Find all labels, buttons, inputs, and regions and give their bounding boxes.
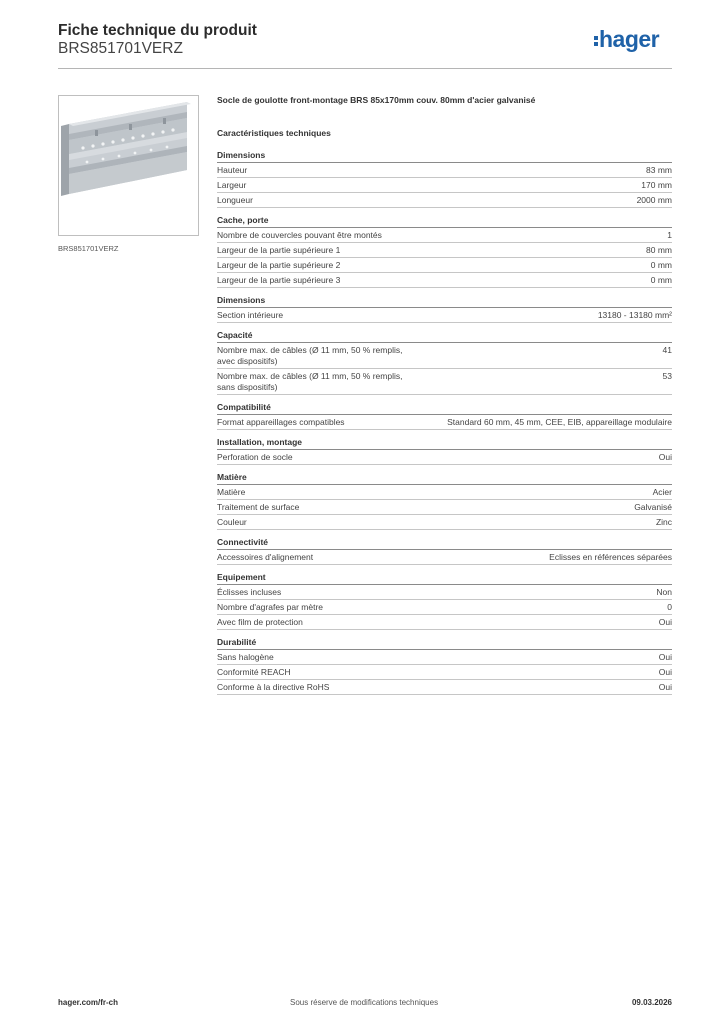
spec-section bbox=[217, 295, 672, 323]
header-divider bbox=[58, 68, 672, 69]
spec-value: Oui bbox=[658, 617, 672, 627]
spec-section bbox=[217, 537, 672, 565]
spec-label: Section intérieure bbox=[217, 310, 284, 320]
spec-value: 13180 - 13180 mm² bbox=[597, 310, 672, 320]
spec-label: Éclisses incluses bbox=[217, 587, 282, 597]
spec-row bbox=[217, 615, 672, 630]
spec-row bbox=[217, 193, 672, 208]
section-title: Cache, porte bbox=[217, 215, 672, 228]
page-title: Fiche technique du produit bbox=[58, 22, 257, 39]
spec-value: 80 mm bbox=[646, 245, 672, 255]
product-title: Socle de goulotte front-montage BRS 85x170mm couv. 80mm d'acier galvanisé bbox=[217, 95, 536, 105]
footer-website[interactable]: hager.com/fr-ch bbox=[58, 998, 119, 1007]
spec-label: Largeur de la partie supérieure 1 bbox=[217, 245, 341, 255]
spec-value: 83 mm bbox=[646, 165, 672, 175]
spec-label: Sans halogène bbox=[217, 652, 274, 662]
spec-row bbox=[217, 680, 672, 695]
spec-label: Avec film de protection bbox=[217, 617, 303, 627]
spec-label: Largeur bbox=[217, 180, 247, 190]
spec-row bbox=[217, 550, 672, 565]
spec-label: Couleur bbox=[217, 517, 247, 527]
characteristics-heading: Caractéristiques techniques bbox=[217, 128, 331, 138]
spec-label: Conformité REACH bbox=[217, 667, 291, 677]
spec-row bbox=[217, 500, 672, 515]
spec-label: Conforme à la directive RoHS bbox=[217, 682, 330, 692]
spec-value: Non bbox=[656, 587, 672, 597]
spec-value: 170 mm bbox=[641, 180, 672, 190]
spec-section bbox=[217, 215, 672, 288]
spec-section bbox=[217, 572, 672, 630]
spec-label: Perforation de socle bbox=[217, 452, 293, 462]
spec-value: Oui bbox=[658, 452, 672, 462]
cable-trunking-icon bbox=[59, 96, 198, 235]
spec-row bbox=[217, 450, 672, 465]
spec-label: Accessoires d'alignement bbox=[217, 552, 314, 562]
section-title: Dimensions bbox=[217, 150, 672, 163]
specifications bbox=[217, 95, 672, 702]
spec-value: 41 bbox=[662, 345, 672, 355]
section-title: Equipement bbox=[217, 572, 672, 585]
spec-label: Format appareillages compatibles bbox=[217, 417, 345, 427]
spec-sections bbox=[217, 150, 672, 695]
spec-row bbox=[217, 343, 672, 369]
spec-section bbox=[217, 472, 672, 530]
spec-value: Oui bbox=[658, 652, 672, 662]
spec-row bbox=[217, 308, 672, 323]
spec-label: Traitement de surface bbox=[217, 502, 300, 512]
spec-value: 0 bbox=[667, 602, 672, 612]
spec-label: Largeur de la partie supérieure 2 bbox=[217, 260, 341, 270]
footer-date: 09.03.2026 bbox=[631, 998, 672, 1007]
section-title: Connectivité bbox=[217, 537, 672, 550]
spec-row bbox=[217, 485, 672, 500]
spec-label: Nombre de couvercles pouvant être montés bbox=[217, 230, 382, 240]
spec-row bbox=[217, 665, 672, 680]
spec-value: 2000 mm bbox=[636, 195, 672, 205]
spec-row bbox=[217, 650, 672, 665]
spec-value: 53 bbox=[662, 371, 672, 381]
spec-label: Nombre max. de câbles (Ø 11 mm, 50 % remplis, avec dispositifs) bbox=[217, 345, 403, 366]
spec-row bbox=[217, 163, 672, 178]
spec-label: Nombre max. de câbles (Ø 11 mm, 50 % remplis, sans dispositifs) bbox=[217, 371, 403, 392]
product-image bbox=[58, 95, 199, 236]
spec-label: Nombre d'agrafes par mètre bbox=[217, 602, 324, 612]
spec-value: 1 bbox=[667, 230, 672, 240]
spec-row bbox=[217, 415, 672, 430]
spec-row bbox=[217, 273, 672, 288]
spec-row bbox=[217, 585, 672, 600]
spec-row bbox=[217, 515, 672, 530]
spec-section bbox=[217, 402, 672, 430]
section-title: Installation, montage bbox=[217, 437, 672, 450]
section-title: Capacité bbox=[217, 330, 672, 343]
spec-section bbox=[217, 437, 672, 465]
footer-disclaimer: Sous réserve de modifications techniques bbox=[290, 998, 439, 1007]
spec-row bbox=[217, 243, 672, 258]
section-title: Matière bbox=[217, 472, 672, 485]
spec-row bbox=[217, 258, 672, 273]
section-title: Dimensions bbox=[217, 295, 672, 308]
hager-logo bbox=[594, 26, 659, 53]
section-title: Durabilité bbox=[217, 637, 672, 650]
spec-value: Oui bbox=[658, 667, 672, 677]
logo-text: hager bbox=[599, 26, 660, 52]
spec-label: Largeur de la partie supérieure 3 bbox=[217, 275, 341, 285]
spec-row bbox=[217, 178, 672, 193]
spec-section bbox=[217, 150, 672, 208]
spec-label: Matière bbox=[217, 487, 246, 497]
spec-value: Zinc bbox=[655, 517, 672, 527]
spec-label: Hauteur bbox=[217, 165, 248, 175]
logo-dots-icon bbox=[594, 34, 598, 48]
spec-value: 0 mm bbox=[650, 260, 672, 270]
spec-section bbox=[217, 330, 672, 395]
section-title: Compatibilité bbox=[217, 402, 672, 415]
spec-value: Standard 60 mm, 45 mm, CEE, EIB, appareillage modulaire bbox=[447, 417, 672, 427]
spec-row bbox=[217, 369, 672, 395]
spec-label: Longueur bbox=[217, 195, 253, 205]
spec-value: Acier bbox=[652, 487, 672, 497]
image-caption: BRS851701VERZ bbox=[58, 244, 119, 253]
spec-value: 0 mm bbox=[650, 275, 672, 285]
spec-row bbox=[217, 600, 672, 615]
spec-row bbox=[217, 228, 672, 243]
product-reference: BRS851701VERZ bbox=[58, 40, 183, 57]
spec-value: Eclisses en références séparées bbox=[549, 552, 672, 562]
spec-value: Oui bbox=[658, 682, 672, 692]
spec-value: Galvanisé bbox=[634, 502, 672, 512]
spec-section bbox=[217, 637, 672, 695]
